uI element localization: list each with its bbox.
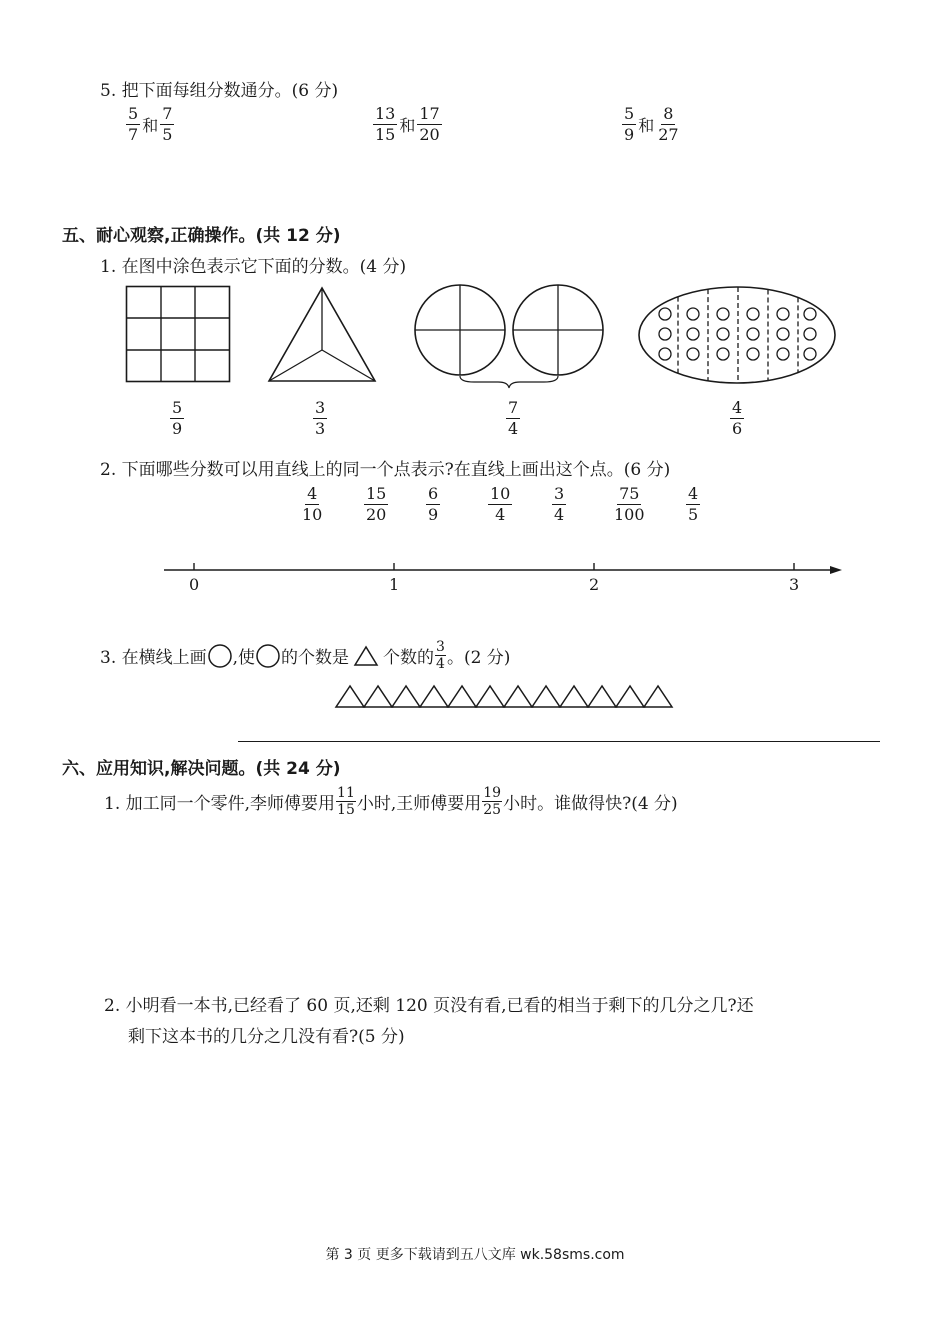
small-circle bbox=[747, 308, 759, 320]
s6-q1-prompt: 1. 加工同一个零件,李师傅要用 $\frac{11}{15}$ 小时,王师傅要用 $\frac{19}{25}$ 小时。谁做得快?(4 分) bbox=[104, 785, 678, 818]
small-circle bbox=[777, 328, 789, 340]
tick-label-1: 1 bbox=[389, 575, 400, 594]
small-circle bbox=[687, 308, 699, 320]
s5-q1-prompt: 1. 在图中涂色表示它下面的分数。(4 分) bbox=[100, 257, 407, 277]
figure-fraction-1: $\frac{5}{9}$ bbox=[172, 398, 183, 438]
fraction: $\frac{5}{7}$ bbox=[128, 104, 139, 144]
number-line[interactable] bbox=[160, 560, 844, 580]
fraction: $\frac{5}{9}$ bbox=[624, 104, 635, 144]
triangle-row bbox=[334, 684, 674, 710]
circle-icon bbox=[255, 644, 281, 668]
small-circle bbox=[687, 348, 699, 360]
small-circle bbox=[717, 348, 729, 360]
small-circle bbox=[659, 328, 671, 340]
tick-label-3: 3 bbox=[789, 575, 800, 594]
section5-title: 五、耐心观察,正确操作。(共 12 分) bbox=[62, 226, 341, 246]
triangle-icon bbox=[364, 686, 392, 707]
arrow-right-icon bbox=[830, 566, 842, 574]
candidate-fraction: $\frac{10}{4}$ bbox=[490, 484, 511, 524]
candidate-fraction: $\frac{3}{4}$ bbox=[554, 484, 565, 524]
fraction: $\frac{7}{5}$ bbox=[162, 104, 173, 144]
figure-fraction-2: $\frac{3}{3}$ bbox=[315, 398, 326, 438]
tick-label-2: 2 bbox=[589, 575, 600, 594]
fraction: $\frac{8}{27}$ bbox=[658, 104, 679, 144]
page-footer: 第 3 页 更多下载请到五八文库 wk.58sms.com bbox=[325, 1247, 625, 1263]
triangle-icon bbox=[644, 686, 672, 707]
circle-icon bbox=[207, 644, 233, 668]
small-circle bbox=[804, 348, 816, 360]
small-circle bbox=[804, 328, 816, 340]
figure-fraction-4: $\frac{4}{6}$ bbox=[732, 398, 743, 438]
small-circle bbox=[804, 308, 816, 320]
fraction: $\frac{3}{4}$ bbox=[436, 639, 445, 672]
s5-q3-prompt: 3. 在横线上画 ,使 的个数是 个数的 $\frac{3}{4}$ 。(2 分) bbox=[100, 639, 511, 672]
q5-prompt: 5. 把下面每组分数通分。(6 分) bbox=[100, 81, 339, 101]
s6-q2-line2: 剩下这本书的几分之几没有看?(5 分) bbox=[128, 1027, 405, 1047]
triangle-icon bbox=[560, 686, 588, 707]
candidate-fraction: $\frac{4}{5}$ bbox=[688, 484, 699, 524]
grid-3x3-figure[interactable] bbox=[126, 286, 230, 382]
triangle-icon bbox=[392, 686, 420, 707]
candidate-fraction: $\frac{75}{100}$ bbox=[614, 484, 645, 524]
triangle-icon bbox=[420, 686, 448, 707]
two-circles-quarters-figure[interactable] bbox=[414, 284, 606, 388]
q5-pair-1: $\frac{5}{7}$ 和 $\frac{7}{5}$ bbox=[128, 104, 173, 144]
candidate-fraction: $\frac{6}{9}$ bbox=[428, 484, 439, 524]
triangle-icon bbox=[448, 686, 476, 707]
divider bbox=[238, 741, 880, 742]
q5-pair-2: $\frac{13}{15}$ 和 $\frac{17}{20}$ bbox=[375, 104, 440, 144]
candidate-fraction: $\frac{4}{10}$ bbox=[302, 484, 323, 524]
section6-title: 六、应用知识,解决问题。(共 24 分) bbox=[62, 759, 341, 779]
fraction: $\frac{17}{20}$ bbox=[419, 104, 440, 144]
small-circle bbox=[659, 348, 671, 360]
small-circle bbox=[777, 348, 789, 360]
triangle-icon bbox=[504, 686, 532, 707]
s6-q2-line1: 2. 小明看一本书,已经看了 60 页,还剩 120 页没有看,已看的相当于剩下的几分之几?还 bbox=[104, 996, 754, 1016]
triangle-icon bbox=[588, 686, 616, 707]
candidate-fraction: $\frac{15}{20}$ bbox=[366, 484, 387, 524]
triangle-icon bbox=[353, 645, 379, 667]
triangle-icon bbox=[336, 686, 364, 707]
small-circle bbox=[747, 348, 759, 360]
fraction: $\frac{13}{15}$ bbox=[375, 104, 396, 144]
triangle-icon bbox=[616, 686, 644, 707]
small-circle bbox=[717, 308, 729, 320]
triangle-icon bbox=[532, 686, 560, 707]
small-circle bbox=[659, 308, 671, 320]
small-circle bbox=[777, 308, 789, 320]
triangle-thirds-figure[interactable] bbox=[266, 286, 378, 384]
figure-fraction-3: $\frac{7}{4}$ bbox=[508, 398, 519, 438]
tick-label-0: 0 bbox=[189, 575, 200, 594]
small-circle bbox=[717, 328, 729, 340]
ellipse-circles-figure[interactable] bbox=[638, 286, 838, 386]
triangle-icon bbox=[476, 686, 504, 707]
fraction: $\frac{11}{15}$ bbox=[337, 785, 355, 818]
small-circle bbox=[687, 328, 699, 340]
q5-pair-3: $\frac{5}{9}$ 和 $\frac{8}{27}$ bbox=[624, 104, 679, 144]
s5-q2-prompt: 2. 下面哪些分数可以用直线上的同一个点表示?在直线上画出这个点。(6 分) bbox=[100, 460, 671, 480]
small-circle bbox=[747, 328, 759, 340]
fraction: $\frac{19}{25}$ bbox=[483, 785, 502, 818]
brace-icon bbox=[460, 376, 558, 388]
